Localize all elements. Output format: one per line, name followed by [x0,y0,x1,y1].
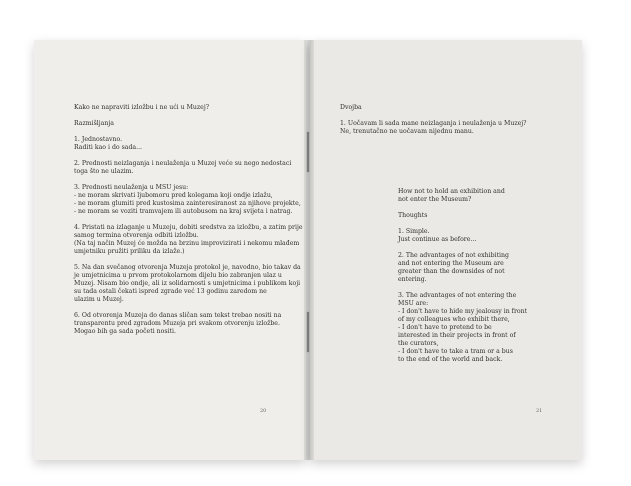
right-page-english-line: How not to hold an exhibition and [398,188,505,195]
left-page-text-line: ulazim u Muzej. [74,296,124,303]
left-page-text-line: Muzej. Nisam bio ondje, ali iz solidarnosti s umjetnicima i publikom koji [74,280,301,287]
left-page-text-line: 3. Prednosti neulaženja u MSU jesu: [74,184,189,191]
staple [307,132,309,172]
left-page-text-line [74,128,303,136]
right-page-header-line: Dvojba [340,104,362,111]
left-page-text-line: transparentu pred zgradom Muzeja pri svakom otvorenju izložbe. [74,320,280,327]
left-page-text-line: - ne moram glumiti pred kustosima zainteresiranost za njihove projekte, [74,200,301,207]
left-page-text-line: 1. Jednostavno. [74,136,123,143]
right-page-english-line: interested in their projects in front of [398,332,516,339]
left-page-text-line: 6. Od otvorenja Muzeja do danas sličan sam tekst trebao nositi na [74,312,282,319]
staple [307,312,309,352]
right-page-english-line: to the end of the world and back. [398,356,503,363]
left-page-text-line: 4. Pristati na izlaganje u Muzeju, dobiti sredstva za izložbu, a zatim prije [74,224,303,231]
right-page-english-line: Just continue as before... [398,236,477,243]
left-page-number: 20 [260,408,267,414]
left-page-text-line: umjetniku pružiti priliku da izlaže.) [74,248,185,255]
left-page-text-line: - ne moram skrivati ljubomoru pred kolegama koji ondje izlažu, [74,192,273,199]
left-page-text-line: 5. Na dan svečanog otvorenja Muzeja protokol je, navodno, bio takav da [74,264,301,271]
right-page-english-line: - I don't have to take a tram or a bus [398,348,513,355]
right-page-header-line: 1. Uočavam li sada mane neizlaganja i neulaženja u Muzej? [340,120,527,127]
right-page-english-line: and not entering the Museum are [398,260,504,267]
right-page-english-line: Thoughts [398,212,428,219]
right-page-header-text [340,104,526,136]
left-page-text-line: samog termina otvorenja odbiti izložbu. [74,232,199,239]
right-page-english-line: the curators, [398,340,439,347]
right-page-english-line: - I don't have to pretend to be [398,324,492,331]
right-page-english-line: 1. Simple. [398,228,430,235]
right-page-english-line: 3. The advantages of not entering the [398,292,517,299]
left-page-text-line: toga što ne ulazim. [74,168,134,175]
right-page-header-line: Ne, trenutačno ne uočavam nijednu manu. [340,128,474,135]
left-page-text [74,104,303,336]
right-page [310,40,582,460]
left-page-text-line: 2. Prednosti neizlaganja i neulaženja u Muzej veće su nego nedostaci [74,160,292,167]
left-page-text-line [74,256,303,264]
left-page-text-line [74,152,303,160]
right-page-english-line [398,284,527,292]
right-page-english-line: not enter the Museum? [398,196,472,203]
left-page-text-line: Razmišljanja [74,120,114,127]
left-page-text-line [74,112,303,120]
right-page-english-line: MSU are: [398,300,429,307]
left-page-text-line: Raditi kao i do sada... [74,144,143,151]
right-page-english-line [398,204,527,212]
book-gutter [304,40,314,460]
right-page-english-line: greater than the downsides of not [398,268,505,275]
left-page [34,40,306,460]
left-page-text-line: (Na taj način Muzej će možda na brzinu improvizirati i nekomu mlađem [74,240,300,247]
left-page-text-line: Kako ne napraviti izložbu i ne ući u Muzej? [74,104,210,111]
right-page-english-line: - I don't have to hide my jealousy in front [398,308,528,315]
right-page-english-line [398,220,527,228]
book-spread [34,40,582,460]
left-page-text-line: Mogao bih ga sada početi nositi. [74,328,176,335]
right-page-header-line [340,112,526,120]
right-page-english-line: 2. The advantages of not exhibiting [398,252,509,259]
left-page-text-line [74,176,303,184]
right-page-english-line [398,244,527,252]
left-page-text-line: su tada ostali čekati ispred zgrade već 13 godinu zaredom ne [74,288,267,295]
right-page-english-text [398,188,527,364]
left-page-text-line [74,304,303,312]
left-page-text-line [74,216,303,224]
right-page-number: 21 [536,408,543,414]
left-page-text-line: je umjetnicima u prvom protokolarnom dijelu bio zabranjen ulaz u [74,272,282,279]
right-page-english-line: of my colleagues who exhibit there, [398,316,510,323]
right-page-english-line: entering. [398,276,427,283]
left-page-text-line: - ne moram se voziti tramvajem ili autobusom na kraj svijeta i natrag. [74,208,293,215]
